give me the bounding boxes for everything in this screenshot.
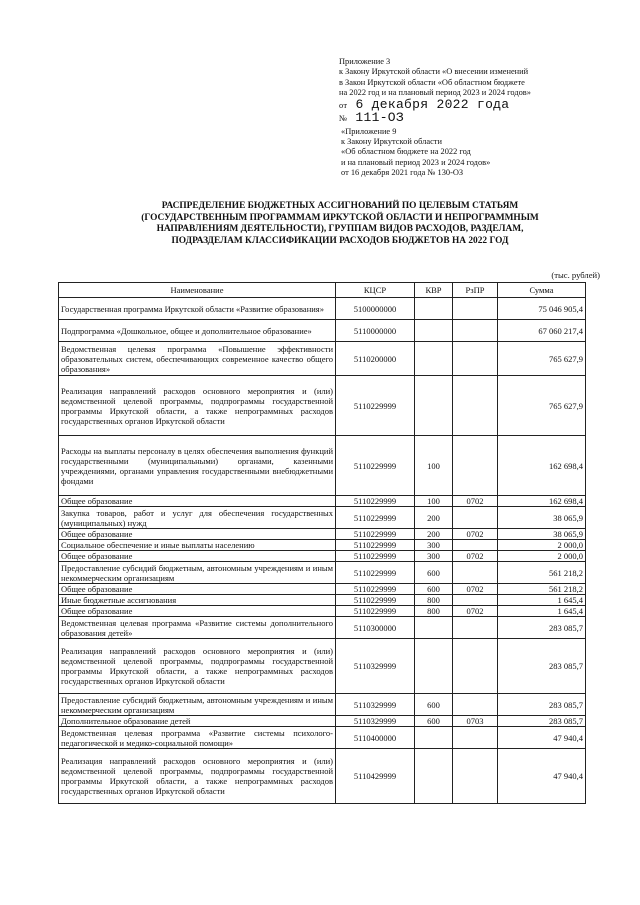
cell-rzpr xyxy=(453,562,498,584)
appendix3-caption xyxy=(339,57,579,99)
cell-kvr: 600 xyxy=(415,584,453,595)
cell-sum: 561 218,2 xyxy=(498,584,586,595)
cell-sum: 283 085,7 xyxy=(498,694,586,716)
cell-name: Общее образование xyxy=(59,606,336,617)
cell-rzpr xyxy=(453,342,498,376)
cell-kvr xyxy=(415,376,453,436)
appendix3-line: в Закон Иркутской области «Об областном бюджете xyxy=(339,77,525,87)
appendix3-line: Приложение 3 xyxy=(339,57,391,66)
table-row xyxy=(59,694,586,716)
cell-kcsr: 5110229999 xyxy=(336,584,415,595)
cell-name: Социальное обеспечение и иные выплаты населению xyxy=(59,540,336,551)
cell-sum: 162 698,4 xyxy=(498,436,586,496)
cell-rzpr xyxy=(453,617,498,639)
cell-sum: 765 627,9 xyxy=(498,342,586,376)
cell-name: Закупка товаров, работ и услуг для обеспечения государственных (муниципальных) нужд xyxy=(59,507,336,529)
cell-kcsr: 5110229999 xyxy=(336,507,415,529)
table-row xyxy=(59,320,586,342)
cell-rzpr xyxy=(453,507,498,529)
number-value: 111-ОЗ xyxy=(355,109,405,125)
cell-rzpr xyxy=(453,639,498,694)
cell-rzpr xyxy=(453,694,498,716)
cell-kvr xyxy=(415,639,453,694)
cell-name: Общее образование xyxy=(59,584,336,595)
table-row xyxy=(59,496,586,507)
document-title xyxy=(100,201,580,247)
cell-kvr: 300 xyxy=(415,540,453,551)
table-row xyxy=(59,529,586,540)
appendix3-line: к Закону Иркутской области «О внесении изменений xyxy=(339,67,529,77)
cell-kvr xyxy=(415,749,453,804)
table-row xyxy=(59,376,586,436)
cell-kvr xyxy=(415,298,453,320)
cell-kcsr: 5110400000 xyxy=(336,727,415,749)
cell-kvr: 800 xyxy=(415,595,453,606)
cell-name: Расходы на выплаты персоналу в целях обеспечения выполнения функций государственными (муниципальными) органами, казенными учреждениями, органами управления государственными внебюджетными фондами xyxy=(59,436,336,496)
cell-sum: 1 645,4 xyxy=(498,606,586,617)
cell-name: Ведомственная целевая программа «Развитие системы дополнительного образования детей» xyxy=(59,617,336,639)
appendix9-line: от 16 декабря 2021 года № 130-ОЗ xyxy=(341,168,464,178)
cell-name: Общее образование xyxy=(59,496,336,507)
col-header-sum: Сумма xyxy=(498,283,586,298)
cell-name: Реализация направлений расходов основного мероприятия и (или) ведомственной целевой программы, подпрограммы государственной программы Иркутской области, а также непрограммных расходов государственных органов Иркутской области xyxy=(59,376,336,436)
title-line: НАПРАВЛЕНИЯМ ДЕЯТЕЛЬНОСТИ), ГРУППАМ ВИДОВ РАСХОДОВ, РАЗДЕЛАМ, xyxy=(156,224,524,235)
cell-rzpr: 0702 xyxy=(453,529,498,540)
cell-rzpr xyxy=(453,749,498,804)
cell-kcsr: 5110229999 xyxy=(336,376,415,436)
table-row xyxy=(59,551,586,562)
cell-sum: 75 046 905,4 xyxy=(498,298,586,320)
cell-kcsr: 5100000000 xyxy=(336,298,415,320)
cell-rzpr: 0703 xyxy=(453,716,498,727)
cell-rzpr xyxy=(453,595,498,606)
budget-table xyxy=(58,282,586,804)
table-row xyxy=(59,639,586,694)
cell-name: Общее образование xyxy=(59,529,336,540)
cell-sum: 47 940,4 xyxy=(498,727,586,749)
col-header-kcsr: КЦСР xyxy=(336,283,415,298)
cell-sum: 67 060 217,4 xyxy=(498,320,586,342)
cell-name: Предоставление субсидий бюджетным, автономным учреждениям и иным некоммерческим организациям xyxy=(59,562,336,584)
cell-kcsr: 5110329999 xyxy=(336,716,415,727)
cell-kcsr: 5110229999 xyxy=(336,606,415,617)
cell-name: Дополнительное образование детей xyxy=(59,716,336,727)
cell-name: Реализация направлений расходов основного мероприятия и (или) ведомственной целевой программы, подпрограммы государственной программы Иркутской области, а также непрограммных расходов государственных органов Иркутской области xyxy=(59,749,336,804)
cell-name: Реализация направлений расходов основного мероприятия и (или) ведомственной целевой программы, подпрограммы государственной программы Иркутской области, а также непрограммных расходов государственных органов Иркутской области xyxy=(59,639,336,694)
cell-rzpr xyxy=(453,376,498,436)
cell-sum: 2 000,0 xyxy=(498,540,586,551)
cell-kcsr: 5110200000 xyxy=(336,342,415,376)
table-row xyxy=(59,749,586,804)
appendix9-line: к Закону Иркутской области xyxy=(341,137,442,147)
cell-name: Предоставление субсидий бюджетным, автономным учреждениям и иным некоммерческим организациям xyxy=(59,694,336,716)
cell-name: Ведомственная целевая программа «Повышение эффективности образовательных систем, обеспечивающих современное качество общего образования» xyxy=(59,342,336,376)
cell-kcsr: 5110229999 xyxy=(336,529,415,540)
cell-rzpr xyxy=(453,320,498,342)
table-row xyxy=(59,436,586,496)
cell-sum: 283 085,7 xyxy=(498,716,586,727)
appendix3-line: на 2022 год и на плановый период 2023 и 2024 годов» xyxy=(339,88,531,98)
cell-name: Ведомственная целевая программа «Развитие системы психолого-педагогической и медико-социальной помощи» xyxy=(59,727,336,749)
cell-kvr: 200 xyxy=(415,529,453,540)
cell-sum: 38 065,9 xyxy=(498,529,586,540)
cell-rzpr xyxy=(453,540,498,551)
col-header-kvr: КВР xyxy=(415,283,453,298)
date-prefix: от xyxy=(339,100,348,110)
cell-kvr xyxy=(415,342,453,376)
appendix9-line: и на плановый период 2023 и 2024 годов» xyxy=(341,157,491,167)
cell-rzpr xyxy=(453,436,498,496)
col-header-rzpr: РзПР xyxy=(453,283,498,298)
cell-name: Общее образование xyxy=(59,551,336,562)
title-line: ПОДРАЗДЕЛАМ КЛАССИФИКАЦИИ РАСХОДОВ БЮДЖЕТОВ НА 2022 ГОД xyxy=(171,235,509,246)
cell-kvr xyxy=(415,320,453,342)
appendix9-caption xyxy=(341,127,579,179)
appendix-header xyxy=(339,57,579,179)
cell-kvr: 100 xyxy=(415,496,453,507)
cell-rzpr xyxy=(453,727,498,749)
cell-kcsr: 5110329999 xyxy=(336,694,415,716)
cell-kcsr: 5110229999 xyxy=(336,551,415,562)
cell-kcsr: 5110229999 xyxy=(336,496,415,507)
cell-kvr: 600 xyxy=(415,716,453,727)
cell-rzpr xyxy=(453,298,498,320)
cell-kvr: 100 xyxy=(415,436,453,496)
table-row xyxy=(59,595,586,606)
cell-kcsr: 5110000000 xyxy=(336,320,415,342)
table-header-row xyxy=(59,283,586,298)
cell-kvr: 600 xyxy=(415,562,453,584)
cell-kvr: 300 xyxy=(415,551,453,562)
cell-rzpr: 0702 xyxy=(453,551,498,562)
cell-sum: 162 698,4 xyxy=(498,496,586,507)
number-prefix: № xyxy=(339,113,348,123)
cell-rzpr: 0702 xyxy=(453,584,498,595)
cell-kcsr: 5110300000 xyxy=(336,617,415,639)
cell-kvr: 600 xyxy=(415,694,453,716)
table-row xyxy=(59,507,586,529)
cell-kcsr: 5110429999 xyxy=(336,749,415,804)
cell-name: Иные бюджетные ассигнования xyxy=(59,595,336,606)
table-row xyxy=(59,342,586,376)
date-value: 6 декабря 2022 года xyxy=(355,96,510,112)
table-row xyxy=(59,298,586,320)
cell-kcsr: 5110229999 xyxy=(336,595,415,606)
cell-name: Государственная программа Иркутской области «Развитие образования» xyxy=(59,298,336,320)
appendix9-line: «Приложение 9 xyxy=(341,126,397,136)
cell-kcsr: 5110329999 xyxy=(336,639,415,694)
table-row xyxy=(59,584,586,595)
table-row xyxy=(59,540,586,551)
cell-kcsr: 5110229999 xyxy=(336,540,415,551)
cell-rzpr: 0702 xyxy=(453,496,498,507)
table-row xyxy=(59,727,586,749)
cell-kcsr: 5110229999 xyxy=(336,562,415,584)
cell-sum: 561 218,2 xyxy=(498,562,586,584)
cell-sum: 2 000,0 xyxy=(498,551,586,562)
cell-sum: 38 065,9 xyxy=(498,507,586,529)
units-label: (тыс. рублей) xyxy=(551,270,600,280)
table-row xyxy=(59,617,586,639)
table-row xyxy=(59,606,586,617)
cell-kcsr: 5110229999 xyxy=(336,436,415,496)
title-line: (ГОСУДАРСТВЕННЫМ ПРОГРАММАМ ИРКУТСКОЙ ОБЛАСТИ И НЕПРОГРАММНЫМ xyxy=(141,212,539,223)
law-number xyxy=(339,109,579,125)
appendix9-line: «Об областном бюджете на 2022 год xyxy=(341,147,471,157)
cell-rzpr: 0702 xyxy=(453,606,498,617)
cell-name: Подпрограмма «Дошкольное, общее и дополнительное образование» xyxy=(59,320,336,342)
cell-kvr: 800 xyxy=(415,606,453,617)
cell-sum: 283 085,7 xyxy=(498,639,586,694)
cell-sum: 47 940,4 xyxy=(498,749,586,804)
cell-sum: 283 085,7 xyxy=(498,617,586,639)
cell-sum: 1 645,4 xyxy=(498,595,586,606)
table-row xyxy=(59,716,586,727)
cell-kvr xyxy=(415,727,453,749)
table-row xyxy=(59,562,586,584)
title-line: РАСПРЕДЕЛЕНИЕ БЮДЖЕТНЫХ АССИГНОВАНИЙ ПО ЦЕЛЕВЫМ СТАТЬЯМ xyxy=(161,201,519,211)
cell-kvr: 200 xyxy=(415,507,453,529)
cell-sum: 765 627,9 xyxy=(498,376,586,436)
cell-kvr xyxy=(415,617,453,639)
col-header-name: Наименование xyxy=(59,283,336,298)
